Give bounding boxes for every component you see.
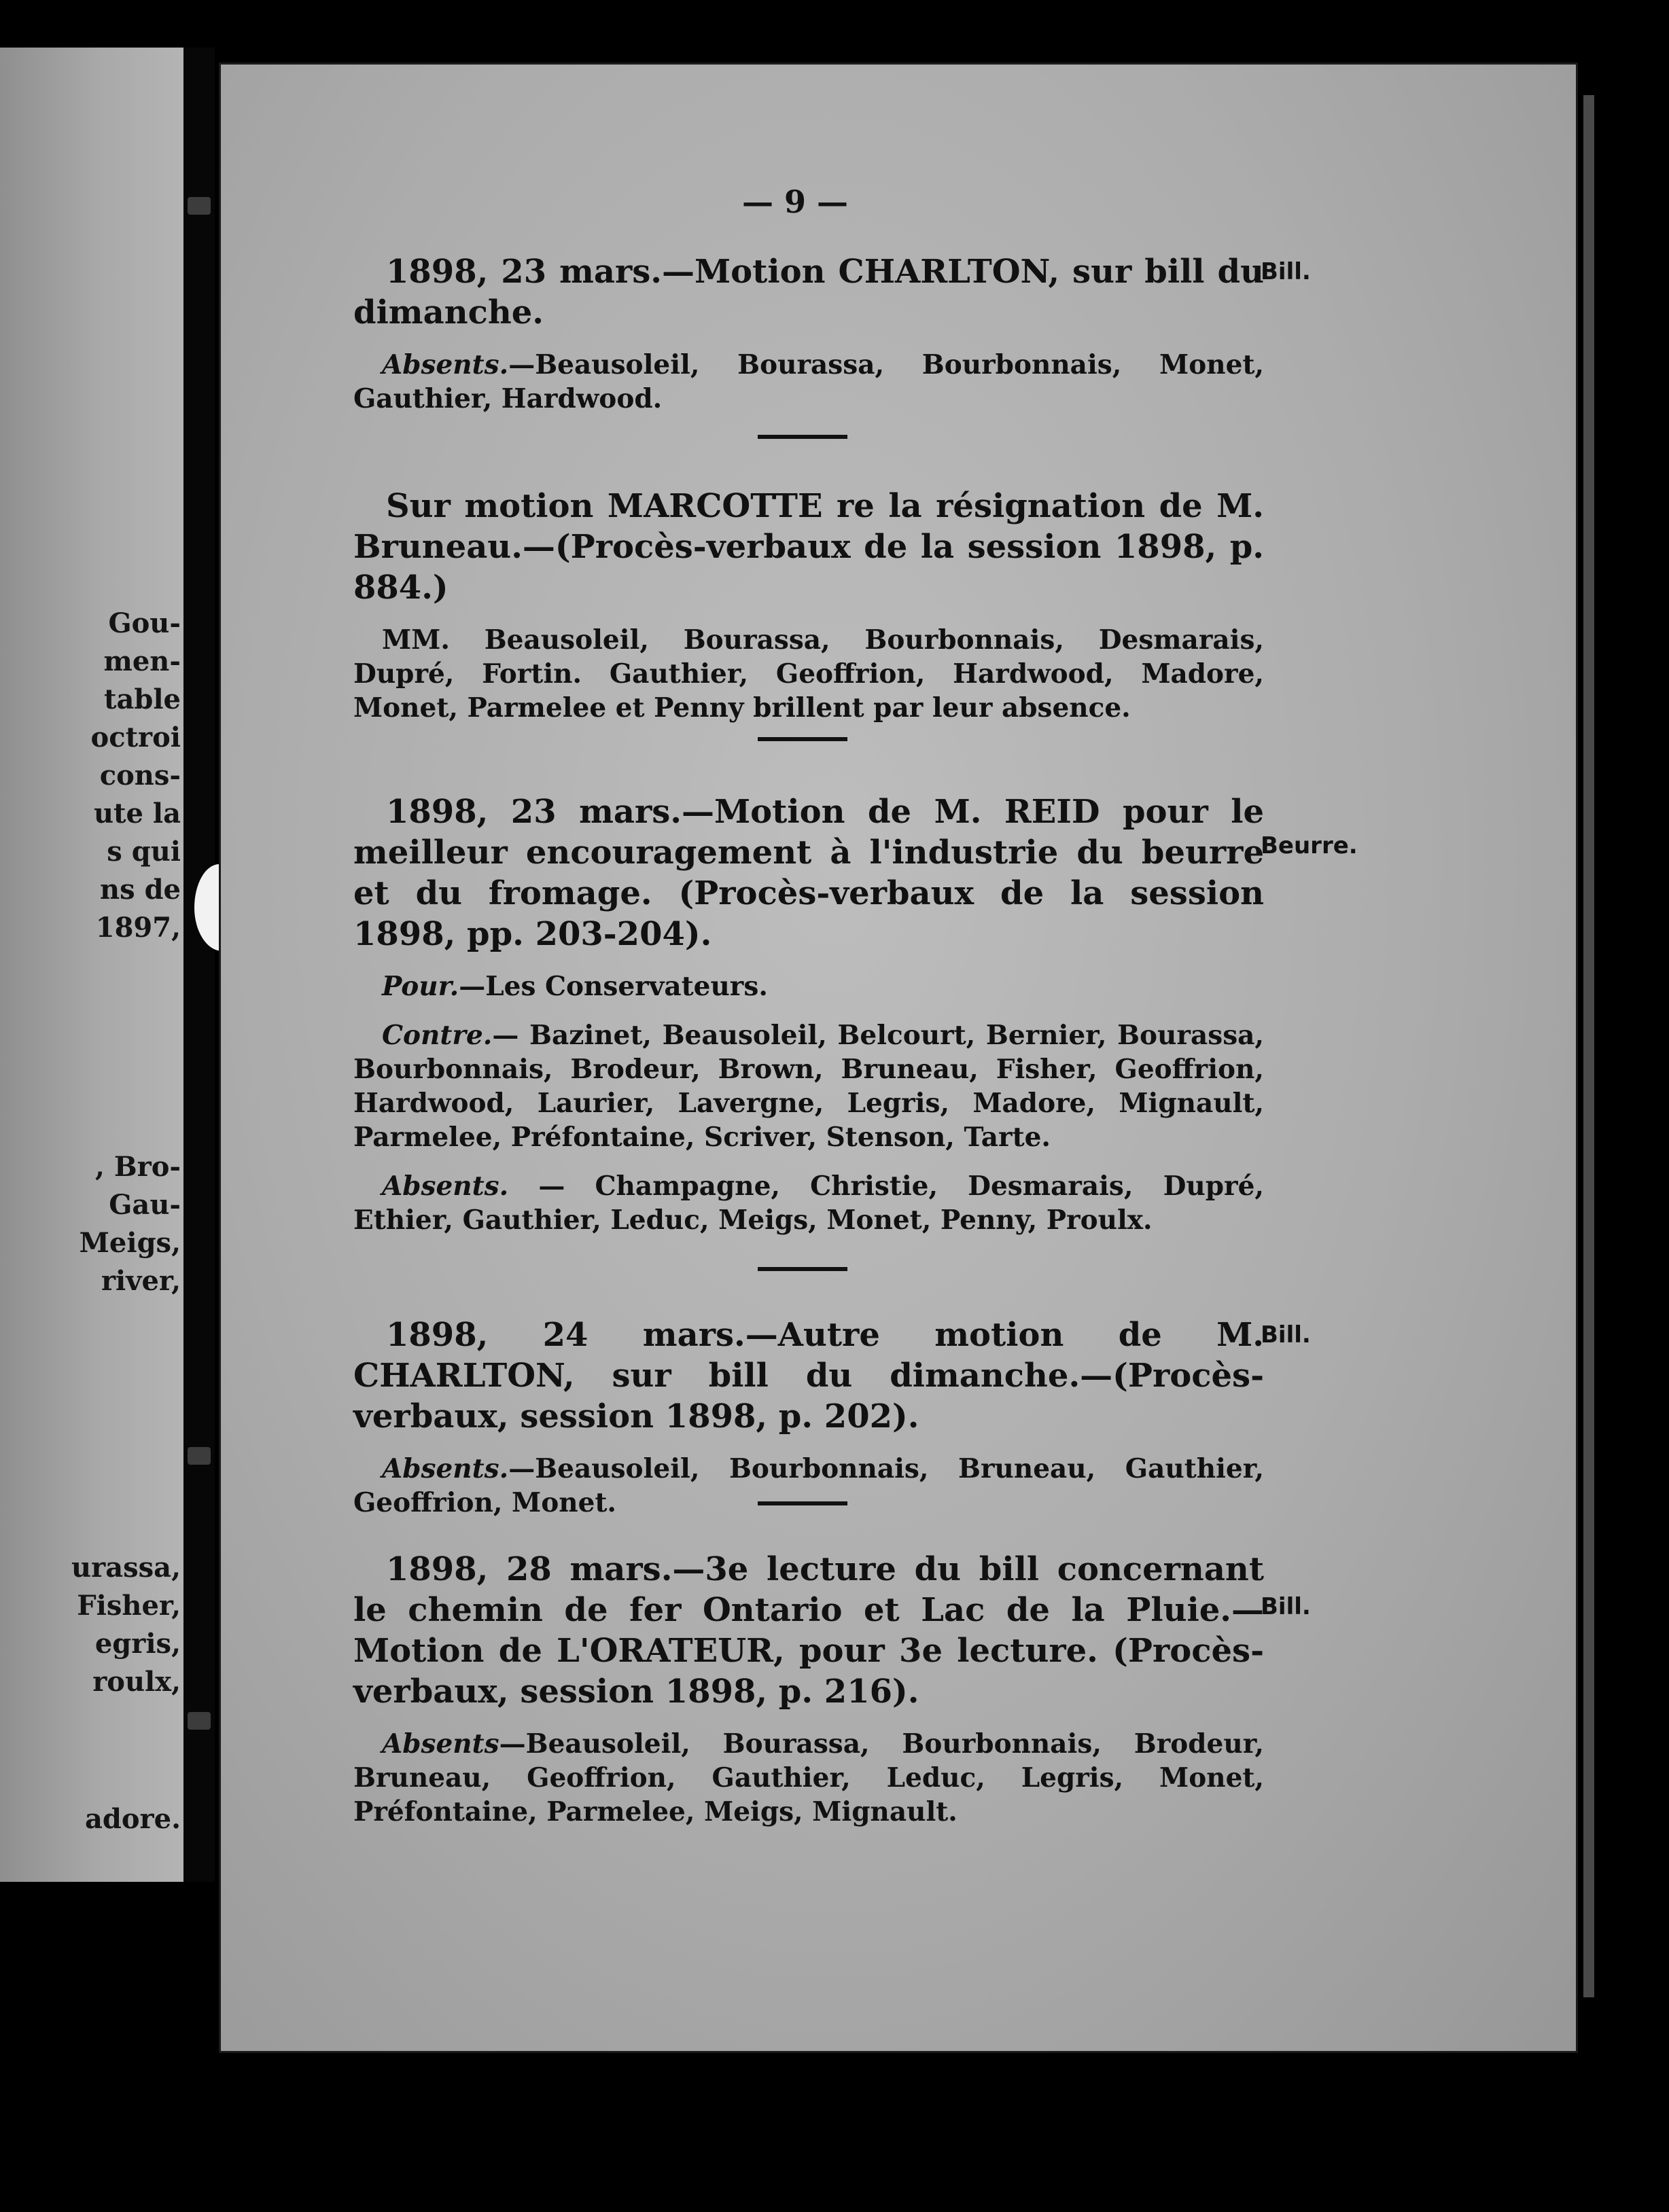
list-label: Absents. [382,349,509,380]
record-entry [353,1315,1264,1520]
list-text: MM. Beausoleil, Bourassa, Bourbonnais, Desmarais, Dupré, Fortin. Gauthier, Geoffrion, Hardwood, Madore, Monet, Parmelee et Penny brillent par leur absence. [353,624,1264,724]
book-binding [183,48,215,1882]
margin-note: Bill. [1261,1321,1311,1349]
entry-lead: 1898, 23 mars.—Motion CHARLTON, sur bill du dimanche. [353,253,1264,332]
entry-lead: 1898, 28 mars.—3e lecture du bill concernant le chemin de fer Ontario et Lac de la Pluie.—Motion de L'ORATEUR, pour 3e lecture. (Procès-verbaux, session 1898, p. 216). [353,1550,1264,1711]
facing-page-fragment: urassa, Fisher, egris, roulx, [71,1552,181,1698]
list-label: Absents. [382,1453,509,1484]
section-rule [758,1267,847,1271]
list-text: — Bazinet, Beausoleil, Belcourt, Bernier, Bourassa, Bourbonnais, Brodeur, Brown, Bruneau, Fisher, Geoffrion, Hardwood, Laurier, Lavergne, Legris, Madore, Mignault, Parmelee, Préfontaine, Scriver, Stenson, Tarte. [353,1020,1264,1153]
entry-list [353,348,1264,416]
facing-page-fragment: adore. [84,1803,181,1835]
entry-lead: 1898, 23 mars.—Motion de M. REID pour le meilleur encouragement à l'industrie du beurre et du fromage. (Procès-verbaux de la session 1898, pp. 203-204). [353,793,1264,953]
section-rule [758,1501,847,1505]
list-text: —Beausoleil, Bourassa, Bourbonnais, Brodeur, Bruneau, Geoffrion, Gauthier, Leduc, Legris, Monet, Préfontaine, Parmelee, Meigs, Mignault. [353,1728,1264,1827]
list-text: —Les Conservateurs. [459,971,768,1002]
list-text: —Beausoleil, Bourbonnais, Bruneau, Gauthier, Geoffrion, Monet. [353,1453,1264,1518]
record-entry [353,251,1264,416]
list-text: —Beausoleil, Bourassa, Bourbonnais, Monet, Gauthier, Hardwood. [353,349,1264,414]
list-label: Absents. [382,1171,509,1202]
list-label: Absents [382,1728,499,1760]
list-label: Pour. [382,971,459,1002]
section-rule [758,737,847,741]
binding-staple [188,1447,211,1465]
entry-list [353,969,1264,1003]
list-text: — Champagne, Christie, Desmarais, Dupré, Ethier, Gauthier, Leduc, Meigs, Monet, Penny, Proulx. [353,1171,1264,1236]
entry-list [353,1727,1264,1829]
margin-note: Bill. [1261,1593,1311,1620]
margin-note: Beurre. [1261,832,1358,859]
entry-lead: 1898, 24 mars.—Autre motion de M. CHARLTON, sur bill du dimanche.—(Procès-verbaux, session 1898, p. 202). [353,1316,1264,1435]
margin-note: Bill. [1261,258,1311,285]
facing-page-fragment: Gou- men- table octroi cons- ute la s qui ns de 1897, [90,607,181,944]
record-entry [353,1549,1264,1829]
entry-list [353,623,1264,725]
entry-list [353,1018,1264,1154]
entry-lead: Sur motion MARCOTTE re la résignation de M. Bruneau.—(Procès-verbaux de la session 1898, p. 884.) [353,487,1264,607]
section-rule [758,435,847,439]
binding-staple [188,1712,211,1730]
page-edge [1583,95,1594,1997]
facing-page-fragment: , Bro- Gau- Meigs, river, [79,1151,181,1297]
record-entry [353,791,1264,1237]
page-number: — 9 — [741,183,849,220]
entry-list [353,1169,1264,1237]
list-label: Contre. [382,1020,493,1051]
binding-staple [188,197,211,215]
record-entry [353,486,1264,725]
entry-list [353,1452,1264,1520]
facing-page [0,48,183,1882]
